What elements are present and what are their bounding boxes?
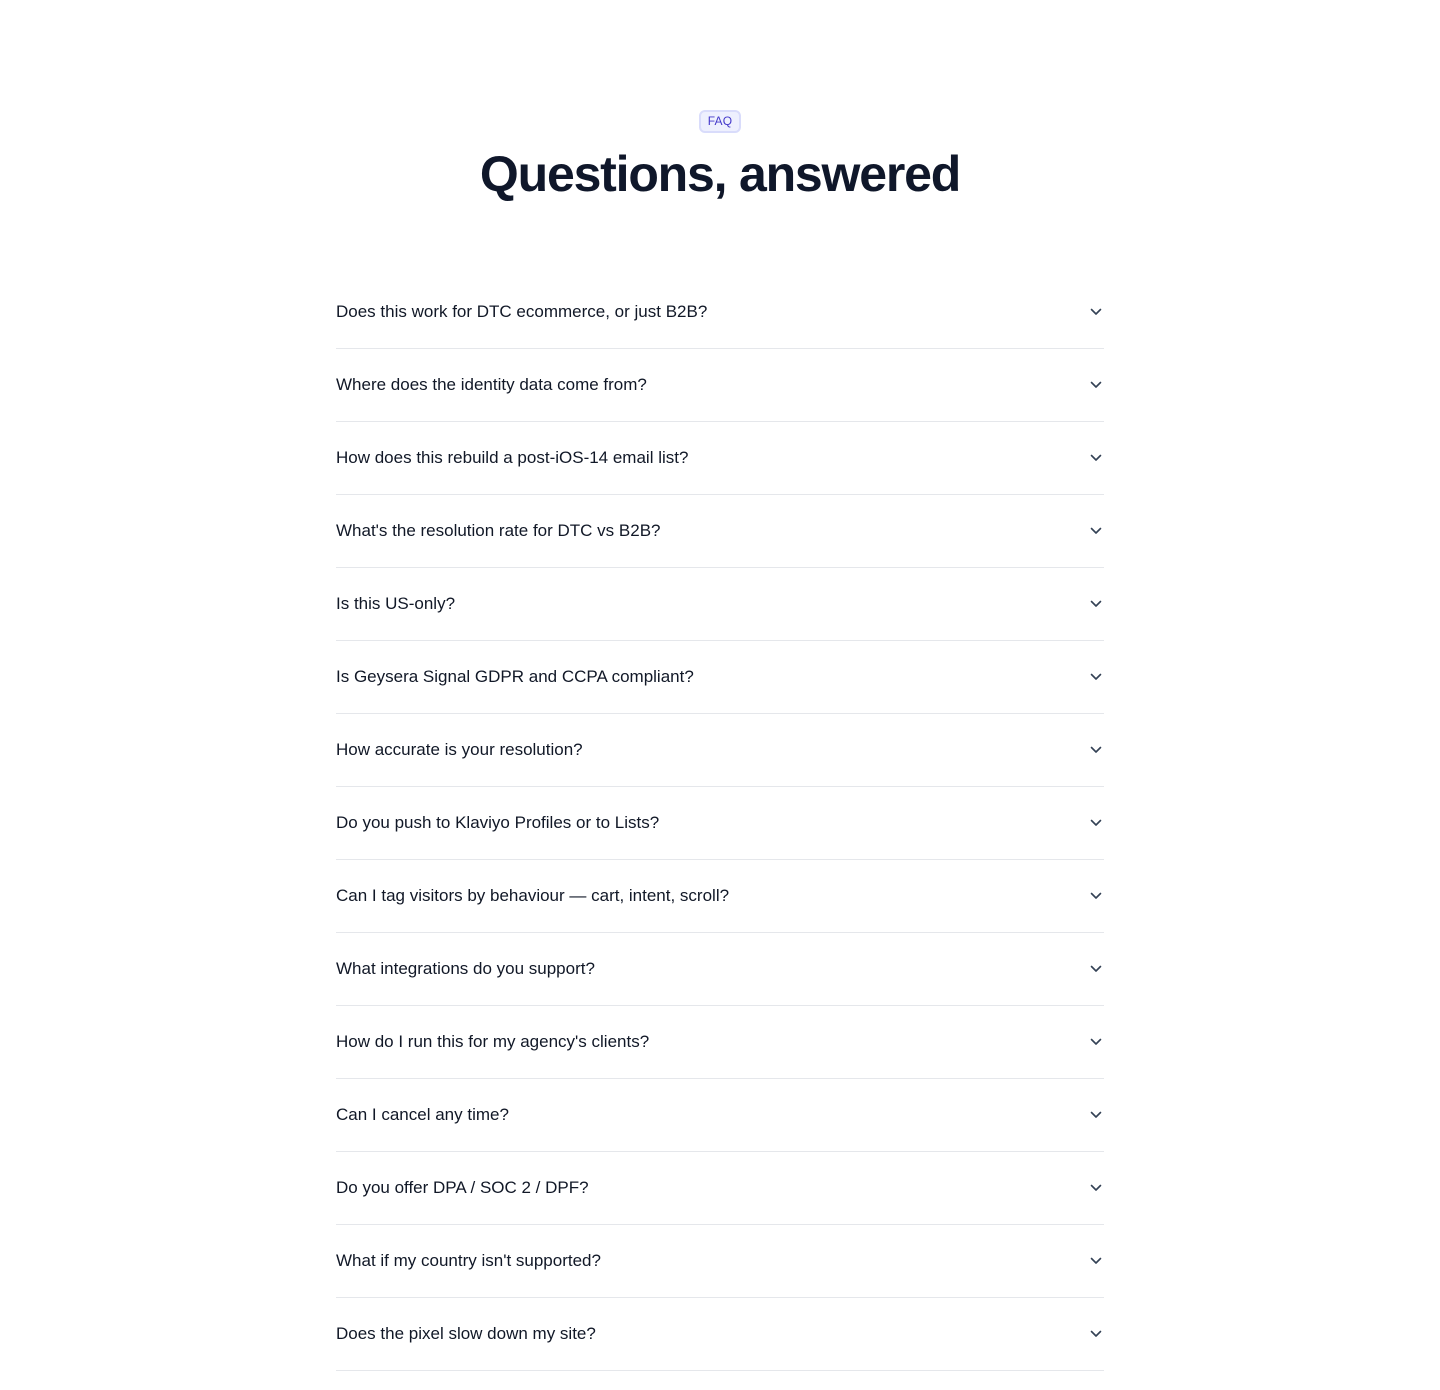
faq-item[interactable] [336,1152,1104,1225]
faq-question: Is Geysera Signal GDPR and CCPA compliant? [336,667,694,686]
faq-question: How do I run this for my agency's clients? [336,1032,650,1051]
faq-item[interactable] [336,568,1104,641]
chevron-down-icon[interactable] [1088,1253,1104,1269]
chevron-down-icon[interactable] [1088,1326,1104,1342]
chevron-down-icon[interactable] [1088,1180,1104,1196]
faq-item[interactable] [336,276,1104,349]
chevron-down-icon[interactable] [1088,669,1104,685]
chevron-down-icon[interactable] [1088,888,1104,904]
faq-question: Can I cancel any time? [336,1105,509,1124]
faq-item[interactable] [336,641,1104,714]
faq-item[interactable] [336,933,1104,1006]
faq-question: Does this work for DTC ecommerce, or just B2B? [336,302,708,321]
faq-header [0,110,1440,202]
chevron-down-icon[interactable] [1088,961,1104,977]
faq-question: What if my country isn't supported? [336,1251,601,1270]
chevron-down-icon[interactable] [1088,523,1104,539]
faq-item[interactable] [336,1225,1104,1298]
faq-item[interactable] [336,860,1104,933]
chevron-down-icon[interactable] [1088,450,1104,466]
faq-question: Is this US-only? [336,594,456,613]
faq-question: What's the resolution rate for DTC vs B2B? [336,521,661,540]
chevron-down-icon[interactable] [1088,377,1104,393]
faq-question: Do you offer DPA / SOC 2 / DPF? [336,1178,589,1197]
faq-question: How accurate is your resolution? [336,740,583,759]
chevron-down-icon[interactable] [1088,596,1104,612]
chevron-down-icon[interactable] [1088,1034,1104,1050]
faq-question: How does this rebuild a post-iOS-14 email list? [336,448,689,467]
chevron-down-icon[interactable] [1088,815,1104,831]
faq-item[interactable] [336,1298,1104,1371]
chevron-down-icon[interactable] [1088,1107,1104,1123]
faq-question: What integrations do you support? [336,959,595,978]
faq-question: Where does the identity data come from? [336,375,647,394]
faq-list [336,276,1104,1371]
faq-question: Does the pixel slow down my site? [336,1324,596,1343]
faq-item[interactable] [336,787,1104,860]
faq-badge: FAQ [699,110,742,133]
faq-item[interactable] [336,1006,1104,1079]
faq-question: Can I tag visitors by behaviour — cart, intent, scroll? [336,886,730,905]
faq-question: Do you push to Klaviyo Profiles or to Lists? [336,813,660,832]
faq-item[interactable] [336,714,1104,787]
faq-item[interactable] [336,349,1104,422]
faq-item[interactable] [336,495,1104,568]
faq-item[interactable] [336,422,1104,495]
faq-item[interactable] [336,1079,1104,1152]
chevron-down-icon[interactable] [1088,304,1104,320]
chevron-down-icon[interactable] [1088,742,1104,758]
page-title: Questions, answered [479,146,961,202]
